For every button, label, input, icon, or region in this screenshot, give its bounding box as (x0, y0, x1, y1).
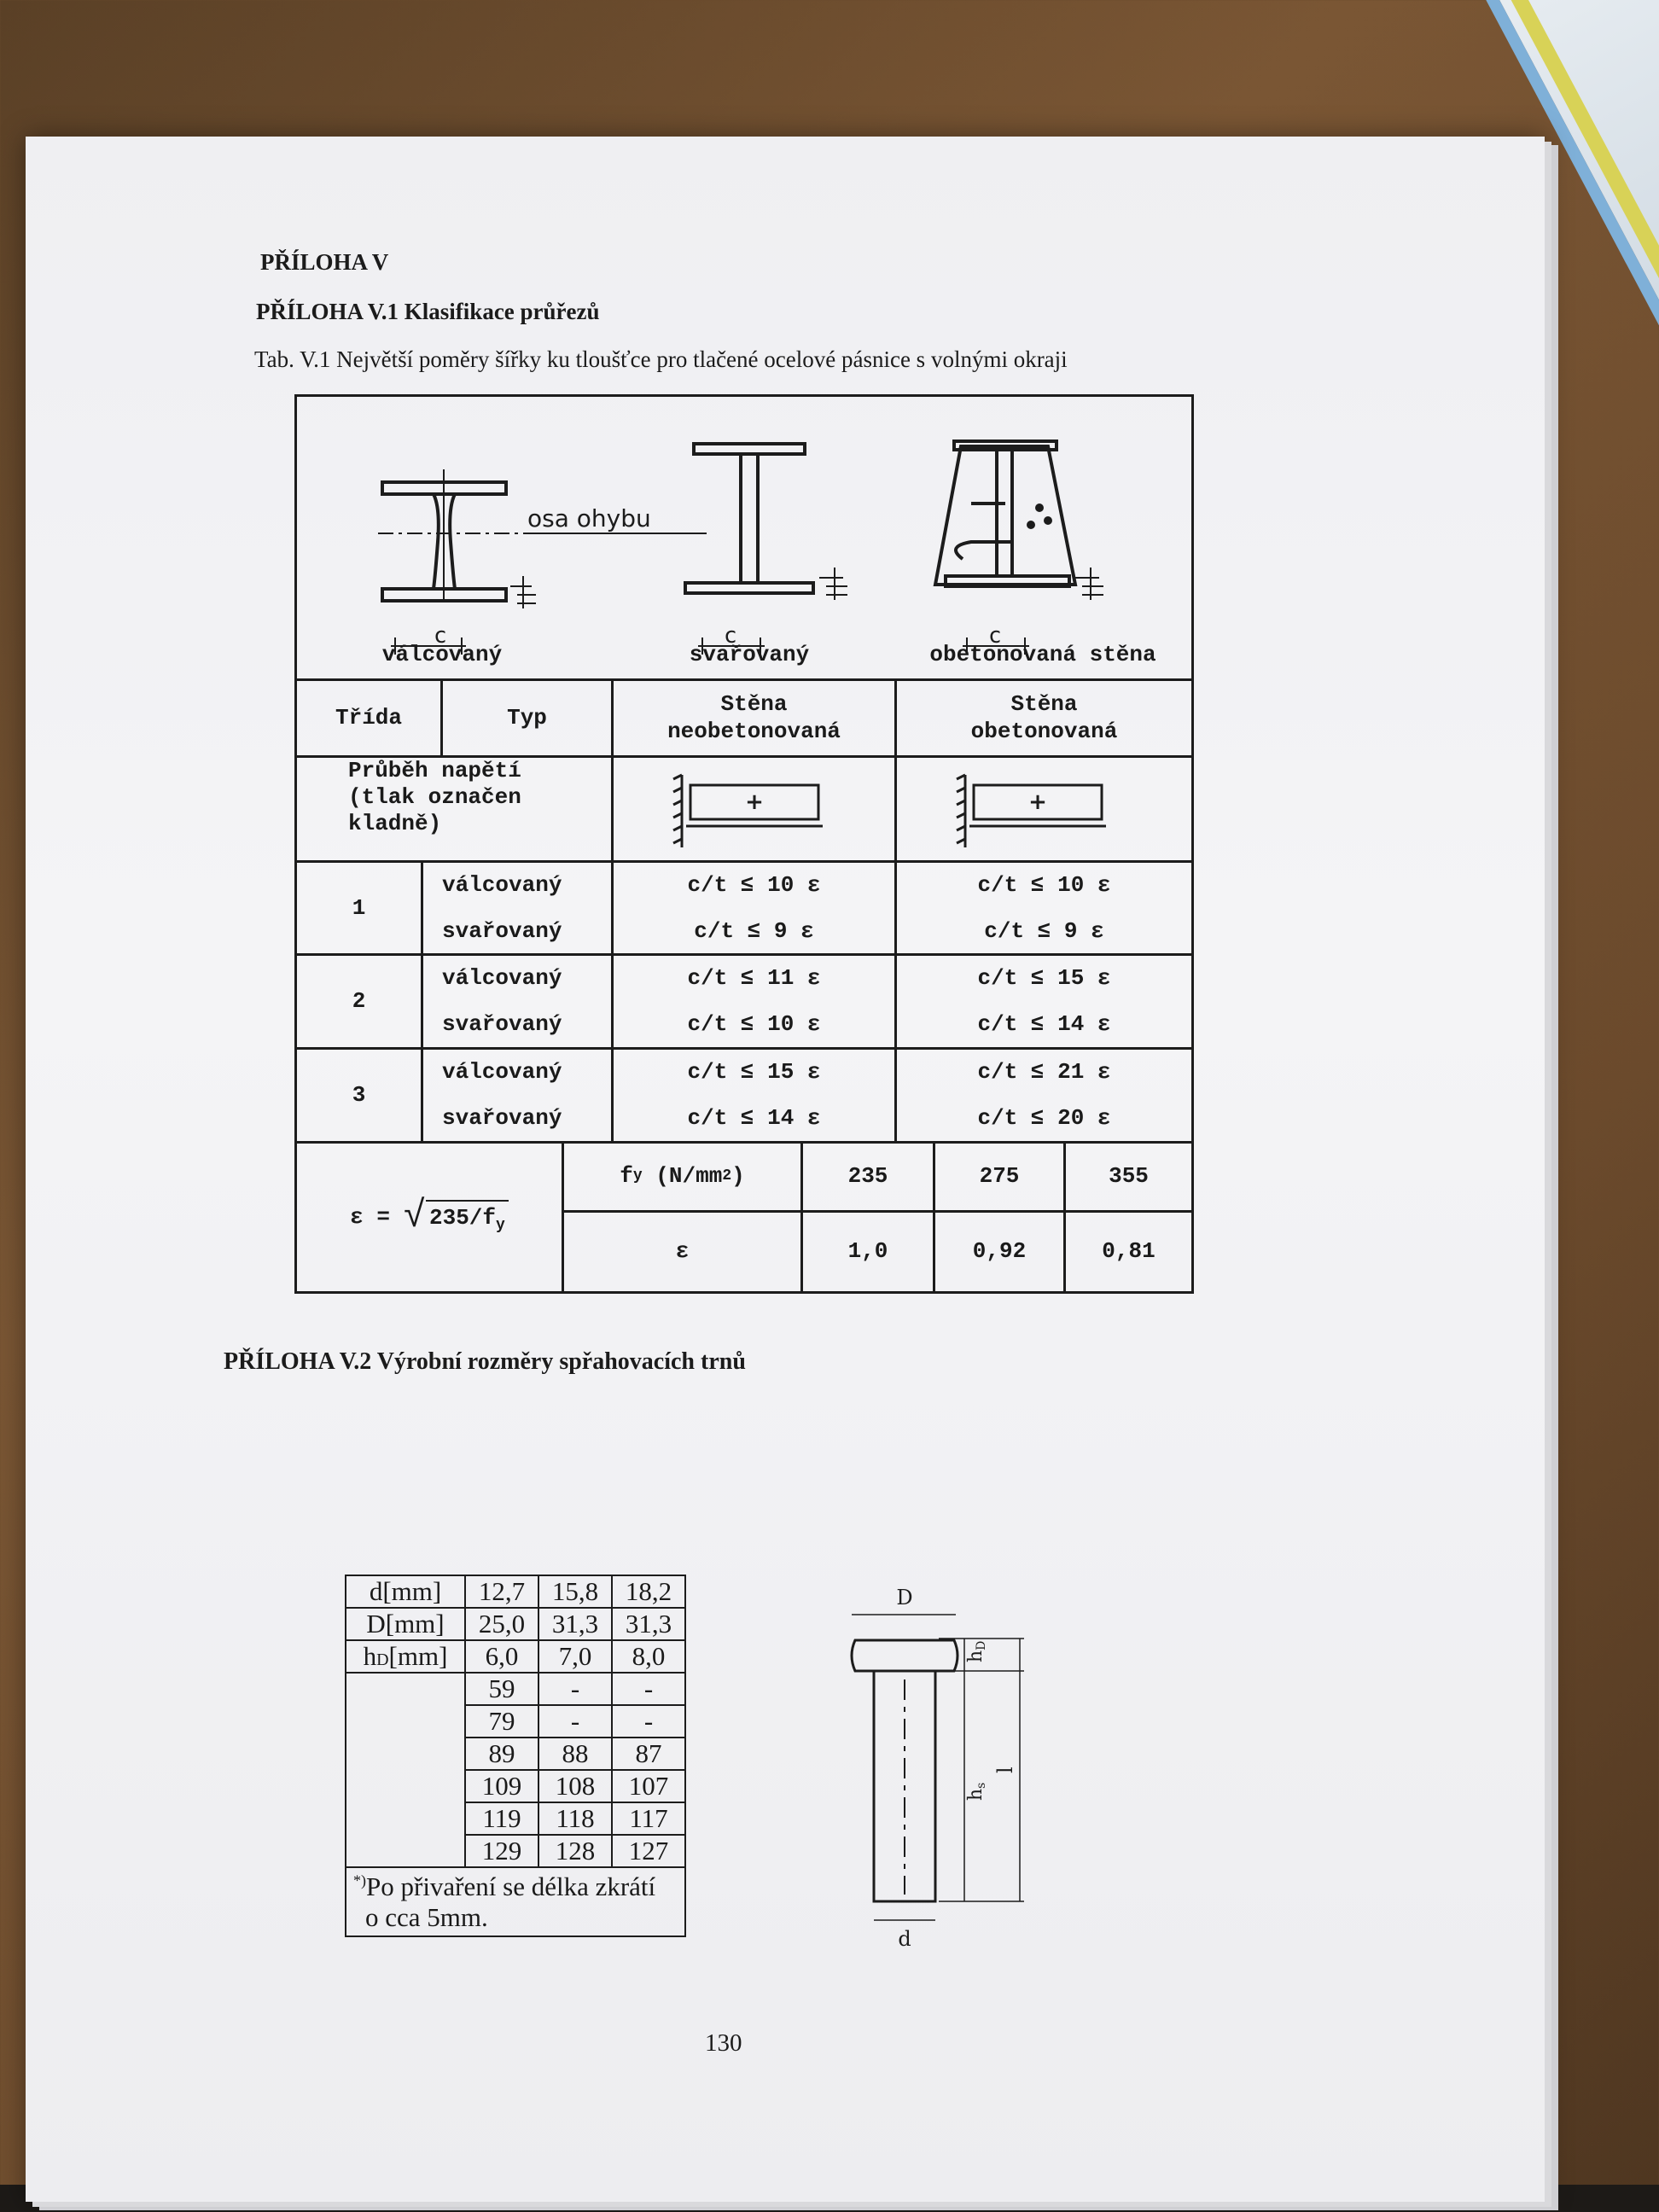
fy-value: 275 (979, 1163, 1020, 1190)
stud-note: *)Po přivaření se délka zkrátí o cca 5mm. (346, 1867, 685, 1936)
rolled-section-icon (378, 469, 536, 655)
classification-table (294, 394, 1194, 1294)
dim-c-3: c (988, 623, 1002, 649)
stud-value: 15,8 (538, 1575, 612, 1608)
ratio-limit-encased: c/t ≤ 10 ε (977, 872, 1111, 899)
stud-length: 87 (612, 1738, 685, 1770)
stud-length: 79 (465, 1705, 538, 1738)
header-unencased: Stěna neobetonovaná (667, 691, 841, 744)
encased-section-icon (935, 441, 1103, 655)
stud-length: - (538, 1673, 612, 1705)
svg-text:l: l (993, 1767, 1017, 1773)
stud-length: 107 (612, 1770, 685, 1802)
stud-value: 7,0 (538, 1640, 612, 1673)
type-label-welded: svařovaný (689, 642, 810, 668)
stress-diagram-encased (897, 758, 1191, 860)
row-label: hD[mm] (346, 1640, 465, 1673)
table-row (346, 1608, 685, 1640)
shear-stud-drawing (845, 1587, 1050, 1971)
header-type: Typ (507, 704, 547, 731)
welded-section-icon (685, 444, 847, 655)
epsilon-value: 1,0 (847, 1238, 888, 1265)
section-type: válcovaný (442, 965, 562, 992)
class-number: 3 (352, 1081, 366, 1108)
dim-c-1: c (434, 623, 447, 649)
cross-section-figures (297, 397, 1191, 670)
svg-text:D: D (896, 1587, 913, 1610)
section-type: válcovaný (442, 872, 562, 899)
fy-value: 235 (847, 1163, 888, 1190)
stud-length: 59 (465, 1673, 538, 1705)
stud-length: 127 (612, 1835, 685, 1867)
stud-length: - (538, 1705, 612, 1738)
section-type: svařovaný (442, 917, 562, 944)
ratio-limit-unencased: c/t ≤ 15 ε (687, 1059, 821, 1086)
epsilon-formula: ε = √ $235/f_y$ (297, 1144, 562, 1291)
stud-length: 117 (612, 1802, 685, 1835)
stud-value: 25,0 (465, 1608, 538, 1640)
ratio-limit-unencased: c/t ≤ 10 ε (687, 872, 821, 899)
row-label: D[mm] (346, 1608, 465, 1640)
stud-length: 88 (538, 1738, 612, 1770)
table-row (346, 1575, 685, 1608)
ratio-limit-unencased: c/t ≤ 9 ε (694, 917, 814, 944)
stud-length: 119 (465, 1802, 538, 1835)
section-type: svařovaný (442, 1010, 562, 1037)
epsilon-label: ε (675, 1238, 690, 1265)
stud-value: 31,3 (612, 1608, 685, 1640)
length-label-cell (346, 1673, 465, 1867)
stud-length: 89 (465, 1738, 538, 1770)
header-class: Třída (335, 704, 402, 731)
epsilon-value: 0,81 (1102, 1238, 1155, 1265)
ratio-limit-unencased: c/t ≤ 10 ε (687, 1010, 821, 1037)
stud-length: - (612, 1705, 685, 1738)
header-encased: Stěna obetonovaná (970, 691, 1118, 744)
stud-length: - (612, 1673, 685, 1705)
stress-distribution-label: Průběh napětí (tlak označen kladně) (348, 758, 521, 837)
ratio-limit-encased: c/t ≤ 14 ε (977, 1010, 1111, 1037)
class-number: 1 (352, 894, 366, 921)
section-heading-v1: PŘÍLOHA V.1 Klasifikace průřezů (256, 299, 600, 324)
stud-value: 12,7 (465, 1575, 538, 1608)
ratio-limit-unencased: c/t ≤ 11 ε (687, 965, 821, 992)
dim-c-2: c (724, 623, 737, 649)
stud-length: 129 (465, 1835, 538, 1867)
stud-length: 108 (538, 1770, 612, 1802)
stud-length: 128 (538, 1835, 612, 1867)
svg-text:+: + (745, 789, 764, 815)
stud-value: 8,0 (612, 1640, 685, 1673)
ratio-limit-encased: c/t ≤ 21 ε (977, 1059, 1111, 1086)
table-row (346, 1673, 685, 1705)
bending-axis-label: osa ohybu (527, 504, 651, 533)
stress-diagram-unencased (614, 758, 894, 860)
ratio-limit-encased: c/t ≤ 15 ε (977, 965, 1111, 992)
table-caption: Tab. V.1 Největší poměry šířky ku tloušťce pro tlačené ocelové pásnice s volnými okraji (254, 346, 1068, 372)
type-label-encased: obetonovaná stěna (929, 642, 1156, 668)
svg-text:hs: hs (965, 1782, 988, 1801)
appendix-heading: PŘÍLOHA V (260, 249, 389, 275)
epsilon-value: 0,92 (972, 1238, 1027, 1265)
stud-length: 118 (538, 1802, 612, 1835)
section-heading-v2: PŘÍLOHA V.2 Výrobní rozměry spřahovacích trnů (224, 1348, 746, 1375)
svg-text:+: + (1028, 789, 1047, 815)
table-row (346, 1640, 685, 1673)
svg-text:d: d (898, 1927, 911, 1951)
stud-dimensions-table (345, 1575, 686, 1937)
fy-value: 355 (1109, 1163, 1149, 1190)
stud-value: 31,3 (538, 1608, 612, 1640)
stud-length: 109 (465, 1770, 538, 1802)
ratio-limit-encased: c/t ≤ 20 ε (977, 1104, 1111, 1131)
type-label-rolled: válcovaný (381, 642, 503, 668)
ratio-limit-encased: c/t ≤ 9 ε (984, 917, 1104, 944)
class-number: 2 (352, 987, 366, 1014)
row-label: d[mm] (346, 1575, 465, 1608)
section-type: válcovaný (442, 1059, 562, 1086)
fy-label: f y (N/mm 2 ) (620, 1163, 745, 1190)
stud-value: 6,0 (465, 1640, 538, 1673)
stud-value: 18,2 (612, 1575, 685, 1608)
section-type: svařovaný (442, 1104, 562, 1131)
ratio-limit-unencased: c/t ≤ 14 ε (687, 1104, 821, 1131)
page-number: 130 (705, 2029, 742, 2057)
svg-text:hD: hD (965, 1640, 988, 1662)
